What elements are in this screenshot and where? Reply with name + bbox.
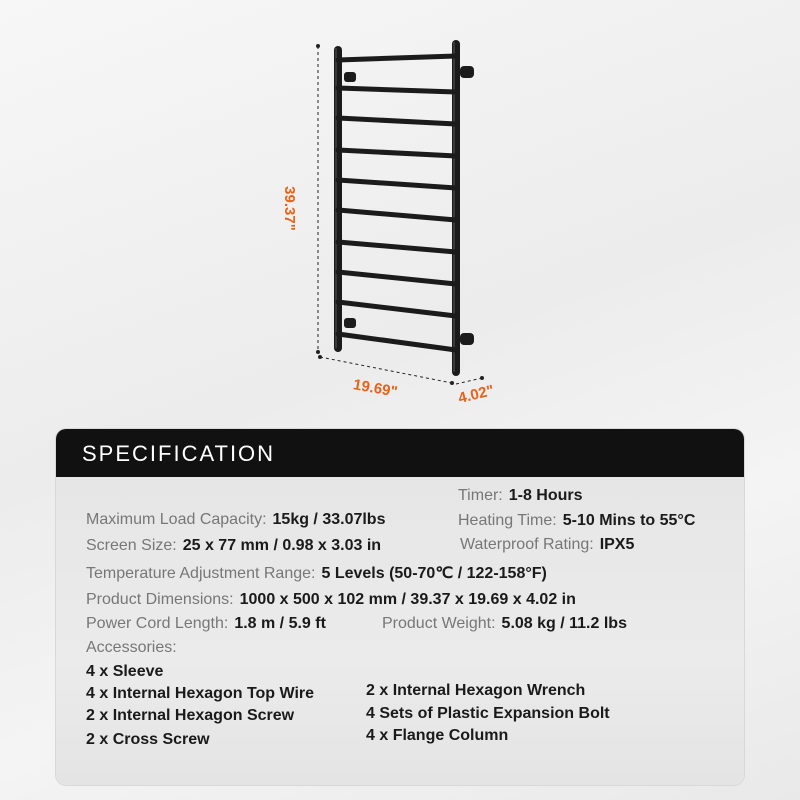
accessory-item: 4 x Sleeve <box>86 663 164 680</box>
spec-value: 1000 x 500 x 102 mm / 39.37 x 19.69 x 4.02 in <box>239 591 576 608</box>
spec-value: IPX5 <box>599 536 635 553</box>
accessory-item: 4 Sets of Plastic Expansion Bolt <box>366 705 610 722</box>
depth-dimension-line <box>456 376 484 384</box>
accessory-item: 4 x Internal Hexagon Top Wire <box>86 685 315 702</box>
spec-label: Power Cord Length: <box>86 615 229 632</box>
spec-product-dimensions <box>86 591 576 609</box>
spec-timer <box>458 487 583 505</box>
spec-value: 5 Levels (50-70℃ / 122-158°F) <box>321 565 547 582</box>
spec-label: Screen Size: <box>86 537 177 554</box>
spec-value: 1-8 Hours <box>508 487 583 504</box>
spec-label: Maximum Load Capacity: <box>86 511 267 528</box>
specification-title: SPECIFICATION <box>82 441 276 466</box>
spec-label: Product Dimensions: <box>86 591 234 608</box>
spec-waterproof <box>460 536 634 554</box>
height-dimension-line <box>316 44 320 354</box>
specification-card <box>56 429 744 785</box>
spec-temperature-range <box>86 563 547 583</box>
spec-label: Temperature Adjustment Range: <box>86 565 316 582</box>
accessory-item: 2 x Internal Hexagon Wrench <box>366 682 586 699</box>
specification-body <box>56 477 744 785</box>
spec-label: Timer: <box>458 487 503 504</box>
spec-power-cord <box>86 615 326 633</box>
accessories-heading: Accessories: <box>86 639 177 656</box>
spec-value: 25 x 77 mm / 0.98 x 3.03 in <box>182 537 382 554</box>
spec-label: Waterproof Rating: <box>460 536 594 553</box>
spec-product-weight <box>382 615 627 633</box>
depth-dimension-label: 4.02" <box>456 381 496 408</box>
spec-screen-size <box>86 537 381 555</box>
spec-label: Product Weight: <box>382 615 496 632</box>
spec-value: 15kg / 33.07lbs <box>272 511 386 528</box>
accessory-item: 2 x Cross Screw <box>86 731 210 748</box>
spec-heating-time <box>458 512 695 530</box>
accessory-item: 2 x Internal Hexagon Screw <box>86 707 295 724</box>
width-dimension-label: 19.69" <box>351 376 399 401</box>
spec-value: 5.08 kg / 11.2 lbs <box>501 615 627 632</box>
width-dimension-line <box>318 355 454 385</box>
rack-bars <box>338 56 456 350</box>
spec-value: 5-10 Mins to 55°C <box>562 512 696 529</box>
spec-value: 1.8 m / 5.9 ft <box>234 615 326 632</box>
spec-label: Heating Time: <box>458 512 557 529</box>
spec-max-load <box>86 511 385 529</box>
specification-header <box>56 429 744 477</box>
height-dimension-label: 39.37" <box>280 186 298 231</box>
accessory-item: 4 x Flange Column <box>366 727 509 744</box>
